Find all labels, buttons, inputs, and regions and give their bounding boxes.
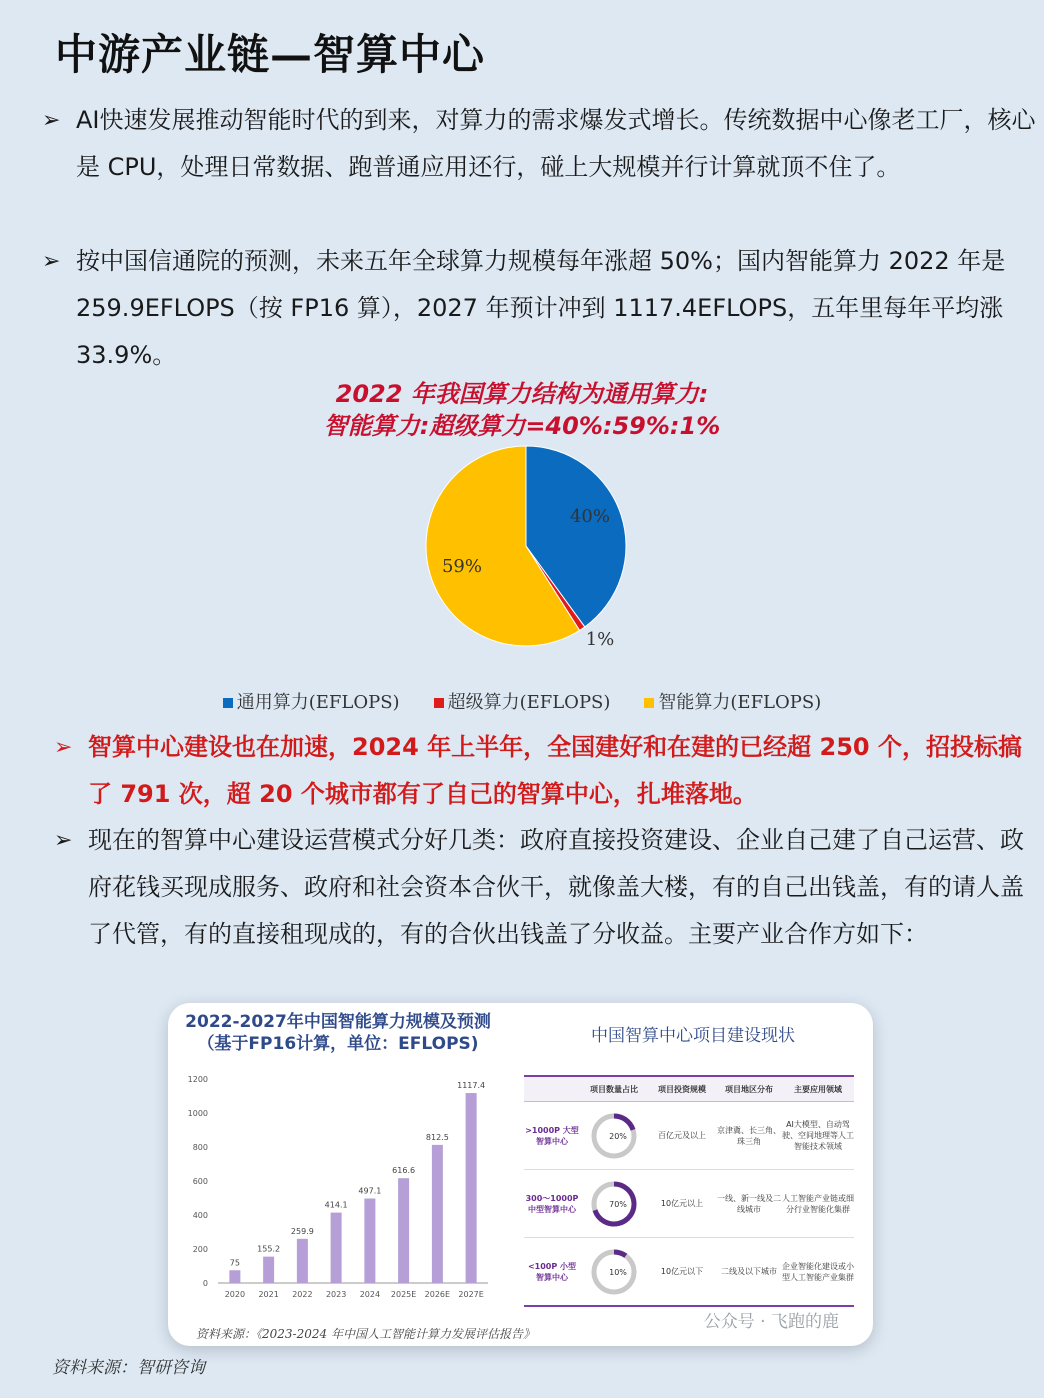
bar-value-label: 812.5 xyxy=(425,1132,449,1142)
region-cell: 一线、新一线及二线城市 xyxy=(717,1193,781,1214)
field-cell: AI大模型、自动驾驶、空间地理等人工智能技术领域 xyxy=(782,1120,854,1151)
page-source: 资料来源：智研咨询 xyxy=(52,1358,205,1378)
x-tick-label: 2027E xyxy=(458,1290,484,1299)
donut-arc xyxy=(614,1116,633,1130)
bar xyxy=(229,1270,240,1283)
field-cell: 企业智能化建设或小型人工智能产业集群 xyxy=(782,1261,854,1282)
card-source: 资料来源：《2023-2024 年中国人工智能计算力发展评估报告》 xyxy=(196,1327,535,1341)
legend-label: 超级算力(EFLOPS) xyxy=(447,692,611,713)
legend-item-general xyxy=(223,688,400,714)
table-row xyxy=(524,1170,854,1238)
bullet-operation-modes xyxy=(54,817,1038,958)
bar xyxy=(297,1239,308,1283)
bar-value-label: 1117.4 xyxy=(457,1081,486,1091)
x-tick-label: 2020 xyxy=(224,1290,246,1299)
y-tick-label: 1200 xyxy=(187,1075,208,1084)
tier-cell: 300～1000P 中型智算中心 xyxy=(525,1193,579,1214)
y-tick-label: 800 xyxy=(192,1143,208,1152)
x-tick-label: 2024 xyxy=(359,1290,381,1299)
table-row xyxy=(524,1102,854,1170)
x-tick-label: 2021 xyxy=(258,1290,279,1299)
donut-arc xyxy=(614,1252,626,1256)
header-cell: 主要应用领域 xyxy=(794,1084,842,1094)
region-cell: 京津冀、长三角、珠三角 xyxy=(717,1125,781,1146)
y-tick-label: 400 xyxy=(192,1211,208,1220)
legend-swatch xyxy=(644,698,654,708)
industry-figure-card xyxy=(168,1003,873,1346)
legend-item-intelligent xyxy=(644,688,821,714)
table-header xyxy=(524,1077,854,1102)
legend-swatch xyxy=(223,698,233,708)
bar-value-label: 497.1 xyxy=(358,1186,382,1196)
table-title: 中国智算中心项目建设现状 xyxy=(591,1026,795,1046)
bar-value-label: 75 xyxy=(229,1258,240,1268)
bar xyxy=(263,1257,274,1283)
project-table xyxy=(524,1075,854,1307)
bullet-ai-demand xyxy=(42,97,1036,191)
y-tick-label: 600 xyxy=(192,1177,208,1186)
table-row xyxy=(524,1238,854,1305)
x-tick-label: 2025E xyxy=(390,1290,417,1299)
bullet-text: 现在的智算中心建设运营模式分好几类：政府直接投资建设、企业自己建了自己运营、政府花钱买现成服务、政府和社会资本合伙干，就像盖大楼，有的自己出钱盖，有的请人盖了代管，有的直接租现成的，有的合伙出钱盖了分收益。主要产业合作方如下： xyxy=(88,826,1024,948)
legend-swatch xyxy=(434,698,444,708)
bar-subtitle: （基于FP16计算，单位：EFLOPS) xyxy=(197,1034,479,1054)
invest-cell: 10亿元以下 xyxy=(660,1267,704,1276)
arrow-icon: ➢ xyxy=(54,735,73,760)
region-cell: 二线及以下城市 xyxy=(721,1267,777,1276)
tier-cell: <100P 小型智算中心 xyxy=(527,1261,577,1282)
arrow-icon: ➢ xyxy=(54,828,73,853)
legend-label: 通用算力(EFLOPS) xyxy=(236,692,400,713)
donut-cell xyxy=(580,1110,648,1162)
field-cell: 人工智能产业链或细分行业智能化集群 xyxy=(782,1193,854,1214)
x-tick-label: 2022 xyxy=(292,1290,313,1299)
pie-slice-label: 40% xyxy=(569,506,611,527)
x-tick-label: 2023 xyxy=(325,1290,347,1299)
bar xyxy=(331,1213,342,1283)
header-cell: 项目数量占比 xyxy=(590,1084,638,1094)
arrow-icon: ➢ xyxy=(42,108,61,133)
bar xyxy=(466,1093,477,1283)
bullet-construction xyxy=(54,724,1038,818)
donut-cell xyxy=(580,1246,648,1298)
bar-value-label: 414.1 xyxy=(324,1200,348,1210)
bar-chart-title xyxy=(168,1011,508,1055)
pie-slice-label: 1% xyxy=(585,629,615,650)
bullet-forecast xyxy=(42,238,1036,379)
header-cell: 项目投资规模 xyxy=(658,1084,706,1094)
bullet-text: 按中国信通院的预测，未来五年全球算力规模每年涨超 50%；国内智能算力 2022 年是 259.9EFLOPS（按 FP16 算），2027 年预计冲到 1117.4EFLOPS，五年里每年平均涨 33.9%。 xyxy=(76,247,1006,369)
bar xyxy=(398,1178,409,1283)
legend-item-super xyxy=(434,688,611,714)
watermark: 公众号 · 飞跑的鹿 xyxy=(703,1312,839,1332)
y-tick-label: 0 xyxy=(202,1279,208,1288)
bar-value-label: 155.2 xyxy=(257,1244,281,1254)
page-title: 中游产业链—智算中心 xyxy=(55,30,486,79)
arrow-icon: ➢ xyxy=(42,249,61,274)
pie-title-line1: 2022 年我国算力结构为通用算力: xyxy=(335,380,709,408)
bullet-text: AI快速发展推动智能时代的到来，对算力的需求爆发式增长。传统数据中心像老工厂，核心是 CPU，处理日常数据、跑普通应用还行，碰上大规模并行计算就顶不住了。 xyxy=(76,106,1036,181)
bar-title: 2022-2027年中国智能算力规模及预测 xyxy=(185,1012,491,1032)
legend-label: 智能算力(EFLOPS) xyxy=(658,692,822,713)
y-tick-label: 1000 xyxy=(187,1109,208,1118)
pie-chart xyxy=(400,440,660,665)
bar-value-label: 259.9 xyxy=(290,1226,314,1236)
invest-cell: 百亿元及以上 xyxy=(658,1131,706,1140)
donut-label: 70% xyxy=(609,1199,627,1209)
pie-slice-label: 59% xyxy=(441,556,483,577)
bar-value-label: 616.6 xyxy=(392,1166,416,1176)
bar xyxy=(364,1198,375,1283)
bar xyxy=(432,1145,443,1283)
donut-cell xyxy=(580,1178,648,1230)
donut-label: 20% xyxy=(609,1131,627,1141)
tier-cell: >1000P 大型智算中心 xyxy=(525,1125,579,1146)
share-donut xyxy=(588,1110,640,1162)
pie-chart-title xyxy=(0,378,1044,442)
invest-cell: 10亿元以上 xyxy=(660,1199,704,1208)
share-donut xyxy=(588,1178,640,1230)
bullet-text: 智算中心建设也在加速，2024 年上半年，全国建好和在建的已经超 250 个，招投标搞了 791 次，超 20 个城市都有了自己的智算中心，扎堆落地。 xyxy=(88,733,1022,808)
header-cell: 项目地区分布 xyxy=(725,1084,773,1094)
y-tick-label: 200 xyxy=(192,1245,208,1254)
donut-label: 10% xyxy=(609,1267,627,1277)
pie-legend xyxy=(0,688,1044,714)
bar-chart xyxy=(178,1069,508,1309)
x-tick-label: 2026E xyxy=(424,1290,451,1299)
share-donut xyxy=(588,1246,640,1298)
pie-title-line2: 智能算力:超级算力=40%:59%:1% xyxy=(323,412,721,440)
